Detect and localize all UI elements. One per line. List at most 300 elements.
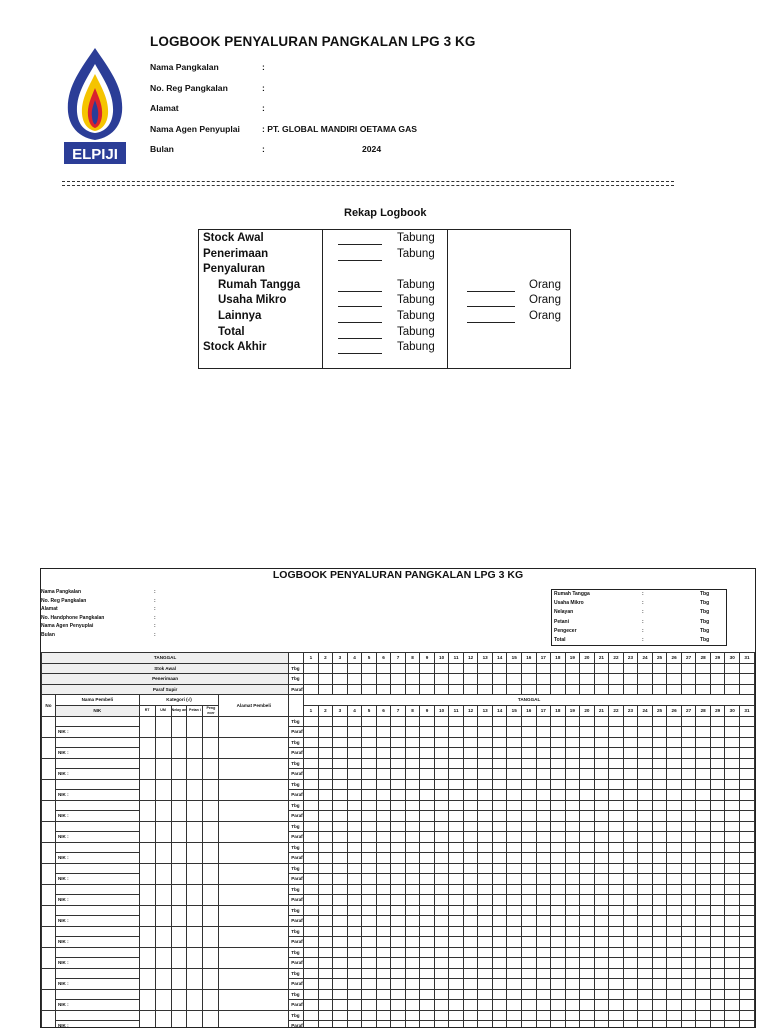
day-entry-cell[interactable] bbox=[623, 958, 638, 969]
day-entry-cell[interactable] bbox=[420, 853, 435, 864]
day-entry-cell[interactable] bbox=[449, 989, 464, 1000]
day-entry-cell[interactable] bbox=[362, 947, 377, 958]
day-entry-cell[interactable] bbox=[391, 748, 406, 759]
day-entry-cell[interactable] bbox=[638, 832, 653, 843]
day-entry-cell[interactable] bbox=[710, 937, 725, 948]
day-entry-cell[interactable] bbox=[449, 937, 464, 948]
day-entry-cell[interactable] bbox=[391, 884, 406, 895]
day-entry-cell[interactable] bbox=[304, 895, 319, 906]
day-entry-cell[interactable] bbox=[623, 853, 638, 864]
day-entry-cell[interactable] bbox=[507, 958, 522, 969]
day-entry-cell[interactable] bbox=[696, 663, 711, 674]
day-entry-cell[interactable] bbox=[536, 863, 551, 874]
day-entry-cell[interactable] bbox=[391, 1010, 406, 1021]
kategori-check-cell[interactable] bbox=[155, 842, 171, 863]
day-entry-cell[interactable] bbox=[376, 968, 391, 979]
day-entry-cell[interactable] bbox=[507, 1021, 522, 1028]
day-entry-cell[interactable] bbox=[449, 958, 464, 969]
day-entry-cell[interactable] bbox=[463, 758, 478, 769]
buyer-name-cell[interactable] bbox=[55, 800, 139, 811]
day-entry-cell[interactable] bbox=[492, 727, 507, 738]
day-entry-cell[interactable] bbox=[318, 916, 333, 927]
day-entry-cell[interactable] bbox=[347, 916, 362, 927]
day-entry-cell[interactable] bbox=[594, 716, 609, 727]
day-entry-cell[interactable] bbox=[609, 937, 624, 948]
day-entry-cell[interactable] bbox=[580, 874, 595, 885]
day-entry-cell[interactable] bbox=[507, 716, 522, 727]
day-entry-cell[interactable] bbox=[347, 905, 362, 916]
kategori-check-cell[interactable] bbox=[203, 758, 219, 779]
buyer-nik-cell[interactable]: NIK : bbox=[55, 832, 139, 843]
day-entry-cell[interactable] bbox=[594, 947, 609, 958]
day-entry-cell[interactable] bbox=[667, 968, 682, 979]
day-entry-cell[interactable] bbox=[652, 905, 667, 916]
day-entry-cell[interactable] bbox=[376, 937, 391, 948]
day-entry-cell[interactable] bbox=[362, 874, 377, 885]
day-entry-cell[interactable] bbox=[623, 1010, 638, 1021]
day-entry-cell[interactable] bbox=[609, 674, 624, 685]
day-entry-cell[interactable] bbox=[667, 979, 682, 990]
day-entry-cell[interactable] bbox=[333, 779, 348, 790]
day-entry-cell[interactable] bbox=[594, 863, 609, 874]
buyer-address-cell[interactable] bbox=[219, 800, 289, 821]
day-entry-cell[interactable] bbox=[638, 800, 653, 811]
day-entry-cell[interactable] bbox=[609, 842, 624, 853]
day-entry-cell[interactable] bbox=[667, 779, 682, 790]
day-entry-cell[interactable] bbox=[609, 1010, 624, 1021]
day-entry-cell[interactable] bbox=[478, 884, 493, 895]
day-entry-cell[interactable] bbox=[405, 769, 420, 780]
day-entry-cell[interactable] bbox=[739, 1000, 754, 1011]
day-entry-cell[interactable] bbox=[522, 937, 537, 948]
day-entry-cell[interactable] bbox=[551, 779, 566, 790]
day-entry-cell[interactable] bbox=[376, 895, 391, 906]
day-entry-cell[interactable] bbox=[696, 958, 711, 969]
day-entry-cell[interactable] bbox=[333, 937, 348, 948]
day-entry-cell[interactable] bbox=[420, 874, 435, 885]
day-entry-cell[interactable] bbox=[333, 874, 348, 885]
day-entry-cell[interactable] bbox=[492, 853, 507, 864]
day-entry-cell[interactable] bbox=[536, 727, 551, 738]
day-entry-cell[interactable] bbox=[507, 779, 522, 790]
day-entry-cell[interactable] bbox=[478, 716, 493, 727]
day-entry-cell[interactable] bbox=[638, 1021, 653, 1028]
day-entry-cell[interactable] bbox=[609, 790, 624, 801]
day-entry-cell[interactable] bbox=[522, 853, 537, 864]
day-entry-cell[interactable] bbox=[667, 842, 682, 853]
day-entry-cell[interactable] bbox=[536, 842, 551, 853]
day-entry-cell[interactable] bbox=[594, 989, 609, 1000]
day-entry-cell[interactable] bbox=[594, 769, 609, 780]
day-entry-cell[interactable] bbox=[492, 874, 507, 885]
day-entry-cell[interactable] bbox=[318, 895, 333, 906]
day-entry-cell[interactable] bbox=[434, 800, 449, 811]
day-entry-cell[interactable] bbox=[551, 1010, 566, 1021]
kategori-check-cell[interactable] bbox=[187, 926, 203, 947]
day-entry-cell[interactable] bbox=[420, 663, 435, 674]
day-entry-cell[interactable] bbox=[725, 716, 740, 727]
day-entry-cell[interactable] bbox=[391, 727, 406, 738]
day-entry-cell[interactable] bbox=[449, 800, 464, 811]
day-entry-cell[interactable] bbox=[449, 905, 464, 916]
day-entry-cell[interactable] bbox=[681, 884, 696, 895]
day-entry-cell[interactable] bbox=[420, 811, 435, 822]
day-entry-cell[interactable] bbox=[536, 947, 551, 958]
day-entry-cell[interactable] bbox=[492, 884, 507, 895]
day-entry-cell[interactable] bbox=[492, 947, 507, 958]
day-entry-cell[interactable] bbox=[609, 684, 624, 695]
day-entry-cell[interactable] bbox=[362, 884, 377, 895]
day-entry-cell[interactable] bbox=[405, 716, 420, 727]
day-entry-cell[interactable] bbox=[696, 758, 711, 769]
day-entry-cell[interactable] bbox=[405, 863, 420, 874]
day-entry-cell[interactable] bbox=[580, 832, 595, 843]
day-entry-cell[interactable] bbox=[405, 811, 420, 822]
day-entry-cell[interactable] bbox=[304, 968, 319, 979]
day-entry-cell[interactable] bbox=[638, 727, 653, 738]
day-entry-cell[interactable] bbox=[434, 790, 449, 801]
day-entry-cell[interactable] bbox=[478, 800, 493, 811]
day-entry-cell[interactable] bbox=[696, 748, 711, 759]
day-entry-cell[interactable] bbox=[318, 800, 333, 811]
day-entry-cell[interactable] bbox=[681, 863, 696, 874]
day-entry-cell[interactable] bbox=[405, 874, 420, 885]
day-entry-cell[interactable] bbox=[710, 884, 725, 895]
day-entry-cell[interactable] bbox=[449, 842, 464, 853]
day-entry-cell[interactable] bbox=[710, 989, 725, 1000]
day-entry-cell[interactable] bbox=[522, 769, 537, 780]
day-entry-cell[interactable] bbox=[594, 727, 609, 738]
day-entry-cell[interactable] bbox=[318, 1000, 333, 1011]
day-entry-cell[interactable] bbox=[362, 748, 377, 759]
day-entry-cell[interactable] bbox=[434, 895, 449, 906]
day-entry-cell[interactable] bbox=[434, 674, 449, 685]
day-entry-cell[interactable] bbox=[536, 874, 551, 885]
day-entry-cell[interactable] bbox=[710, 800, 725, 811]
day-entry-cell[interactable] bbox=[696, 1000, 711, 1011]
day-entry-cell[interactable] bbox=[565, 1021, 580, 1028]
kategori-check-cell[interactable] bbox=[139, 800, 155, 821]
day-entry-cell[interactable] bbox=[391, 958, 406, 969]
day-entry-cell[interactable] bbox=[304, 727, 319, 738]
day-entry-cell[interactable] bbox=[434, 737, 449, 748]
day-entry-cell[interactable] bbox=[434, 842, 449, 853]
day-entry-cell[interactable] bbox=[318, 779, 333, 790]
day-entry-cell[interactable] bbox=[463, 1021, 478, 1028]
day-entry-cell[interactable] bbox=[391, 937, 406, 948]
day-entry-cell[interactable] bbox=[304, 989, 319, 1000]
day-entry-cell[interactable] bbox=[304, 884, 319, 895]
day-entry-cell[interactable] bbox=[623, 821, 638, 832]
day-entry-cell[interactable] bbox=[478, 1021, 493, 1028]
day-entry-cell[interactable] bbox=[710, 926, 725, 937]
day-entry-cell[interactable] bbox=[463, 737, 478, 748]
day-entry-cell[interactable] bbox=[739, 832, 754, 843]
day-entry-cell[interactable] bbox=[434, 884, 449, 895]
day-entry-cell[interactable] bbox=[638, 716, 653, 727]
kategori-check-cell[interactable] bbox=[171, 716, 187, 737]
day-entry-cell[interactable] bbox=[681, 674, 696, 685]
day-entry-cell[interactable] bbox=[449, 1010, 464, 1021]
day-entry-cell[interactable] bbox=[333, 790, 348, 801]
day-entry-cell[interactable] bbox=[623, 727, 638, 738]
day-entry-cell[interactable] bbox=[522, 663, 537, 674]
buyer-nik-cell[interactable]: NIK : bbox=[55, 1000, 139, 1011]
day-entry-cell[interactable] bbox=[463, 947, 478, 958]
day-entry-cell[interactable] bbox=[507, 884, 522, 895]
day-entry-cell[interactable] bbox=[623, 769, 638, 780]
day-entry-cell[interactable] bbox=[507, 937, 522, 948]
day-entry-cell[interactable] bbox=[609, 1000, 624, 1011]
day-entry-cell[interactable] bbox=[667, 674, 682, 685]
day-entry-cell[interactable] bbox=[739, 737, 754, 748]
day-entry-cell[interactable] bbox=[681, 684, 696, 695]
day-entry-cell[interactable] bbox=[507, 926, 522, 937]
kategori-check-cell[interactable] bbox=[187, 1010, 203, 1028]
day-entry-cell[interactable] bbox=[347, 769, 362, 780]
day-entry-cell[interactable] bbox=[522, 1021, 537, 1028]
day-entry-cell[interactable] bbox=[318, 968, 333, 979]
day-entry-cell[interactable] bbox=[376, 716, 391, 727]
day-entry-cell[interactable] bbox=[551, 684, 566, 695]
day-entry-cell[interactable] bbox=[536, 737, 551, 748]
day-entry-cell[interactable] bbox=[551, 842, 566, 853]
day-entry-cell[interactable] bbox=[463, 684, 478, 695]
buyer-address-cell[interactable] bbox=[219, 758, 289, 779]
kategori-check-cell[interactable] bbox=[203, 737, 219, 758]
day-entry-cell[interactable] bbox=[696, 979, 711, 990]
day-entry-cell[interactable] bbox=[536, 853, 551, 864]
day-entry-cell[interactable] bbox=[609, 884, 624, 895]
day-entry-cell[interactable] bbox=[739, 937, 754, 948]
day-entry-cell[interactable] bbox=[623, 716, 638, 727]
day-entry-cell[interactable] bbox=[725, 769, 740, 780]
day-entry-cell[interactable] bbox=[405, 979, 420, 990]
day-entry-cell[interactable] bbox=[463, 937, 478, 948]
day-entry-cell[interactable] bbox=[333, 926, 348, 937]
day-entry-cell[interactable] bbox=[333, 748, 348, 759]
kategori-check-cell[interactable] bbox=[139, 989, 155, 1010]
day-entry-cell[interactable] bbox=[463, 895, 478, 906]
kategori-check-cell[interactable] bbox=[155, 821, 171, 842]
day-entry-cell[interactable] bbox=[594, 1021, 609, 1028]
day-entry-cell[interactable] bbox=[594, 1010, 609, 1021]
day-entry-cell[interactable] bbox=[536, 1000, 551, 1011]
buyer-name-cell[interactable] bbox=[55, 989, 139, 1000]
day-entry-cell[interactable] bbox=[463, 1010, 478, 1021]
day-entry-cell[interactable] bbox=[710, 832, 725, 843]
day-entry-cell[interactable] bbox=[391, 979, 406, 990]
day-entry-cell[interactable] bbox=[551, 758, 566, 769]
day-entry-cell[interactable] bbox=[463, 916, 478, 927]
day-entry-cell[interactable] bbox=[638, 674, 653, 685]
day-entry-cell[interactable] bbox=[739, 758, 754, 769]
day-entry-cell[interactable] bbox=[522, 979, 537, 990]
day-entry-cell[interactable] bbox=[652, 1021, 667, 1028]
day-entry-cell[interactable] bbox=[376, 811, 391, 822]
buyer-address-cell[interactable] bbox=[219, 884, 289, 905]
day-entry-cell[interactable] bbox=[710, 821, 725, 832]
day-entry-cell[interactable] bbox=[551, 937, 566, 948]
day-entry-cell[interactable] bbox=[347, 895, 362, 906]
kategori-check-cell[interactable] bbox=[155, 863, 171, 884]
day-entry-cell[interactable] bbox=[318, 811, 333, 822]
day-entry-cell[interactable] bbox=[623, 895, 638, 906]
day-entry-cell[interactable] bbox=[347, 779, 362, 790]
day-entry-cell[interactable] bbox=[522, 748, 537, 759]
buyer-nik-cell[interactable]: NIK : bbox=[55, 790, 139, 801]
day-entry-cell[interactable] bbox=[405, 821, 420, 832]
day-entry-cell[interactable] bbox=[725, 853, 740, 864]
day-entry-cell[interactable] bbox=[580, 727, 595, 738]
day-entry-cell[interactable] bbox=[638, 937, 653, 948]
day-entry-cell[interactable] bbox=[623, 684, 638, 695]
day-entry-cell[interactable] bbox=[739, 905, 754, 916]
day-entry-cell[interactable] bbox=[681, 811, 696, 822]
day-entry-cell[interactable] bbox=[623, 832, 638, 843]
day-entry-cell[interactable] bbox=[318, 937, 333, 948]
day-entry-cell[interactable] bbox=[652, 758, 667, 769]
day-entry-cell[interactable] bbox=[580, 1010, 595, 1021]
day-entry-cell[interactable] bbox=[405, 727, 420, 738]
day-entry-cell[interactable] bbox=[449, 968, 464, 979]
day-entry-cell[interactable] bbox=[667, 937, 682, 948]
day-entry-cell[interactable] bbox=[463, 968, 478, 979]
day-entry-cell[interactable] bbox=[725, 979, 740, 990]
day-entry-cell[interactable] bbox=[347, 674, 362, 685]
day-entry-cell[interactable] bbox=[638, 979, 653, 990]
day-entry-cell[interactable] bbox=[522, 790, 537, 801]
day-entry-cell[interactable] bbox=[434, 937, 449, 948]
day-entry-cell[interactable] bbox=[710, 790, 725, 801]
day-entry-cell[interactable] bbox=[478, 811, 493, 822]
day-entry-cell[interactable] bbox=[638, 863, 653, 874]
day-entry-cell[interactable] bbox=[507, 916, 522, 927]
day-entry-cell[interactable] bbox=[652, 716, 667, 727]
kategori-check-cell[interactable] bbox=[203, 863, 219, 884]
day-entry-cell[interactable] bbox=[405, 937, 420, 948]
day-entry-cell[interactable] bbox=[391, 779, 406, 790]
day-entry-cell[interactable] bbox=[696, 905, 711, 916]
day-entry-cell[interactable] bbox=[391, 895, 406, 906]
day-entry-cell[interactable] bbox=[623, 674, 638, 685]
day-entry-cell[interactable] bbox=[609, 737, 624, 748]
day-entry-cell[interactable] bbox=[710, 968, 725, 979]
day-entry-cell[interactable] bbox=[580, 895, 595, 906]
day-entry-cell[interactable] bbox=[623, 663, 638, 674]
day-entry-cell[interactable] bbox=[449, 979, 464, 990]
day-entry-cell[interactable] bbox=[652, 842, 667, 853]
day-entry-cell[interactable] bbox=[522, 958, 537, 969]
day-entry-cell[interactable] bbox=[638, 884, 653, 895]
day-entry-cell[interactable] bbox=[638, 947, 653, 958]
day-entry-cell[interactable] bbox=[420, 674, 435, 685]
day-entry-cell[interactable] bbox=[492, 684, 507, 695]
day-entry-cell[interactable] bbox=[522, 1000, 537, 1011]
day-entry-cell[interactable] bbox=[652, 863, 667, 874]
day-entry-cell[interactable] bbox=[681, 1000, 696, 1011]
day-entry-cell[interactable] bbox=[536, 748, 551, 759]
day-entry-cell[interactable] bbox=[492, 790, 507, 801]
day-entry-cell[interactable] bbox=[507, 769, 522, 780]
kategori-check-cell[interactable] bbox=[171, 926, 187, 947]
day-entry-cell[interactable] bbox=[565, 779, 580, 790]
kategori-check-cell[interactable] bbox=[187, 863, 203, 884]
day-entry-cell[interactable] bbox=[667, 1000, 682, 1011]
day-entry-cell[interactable] bbox=[580, 790, 595, 801]
day-entry-cell[interactable] bbox=[478, 663, 493, 674]
day-entry-cell[interactable] bbox=[304, 842, 319, 853]
day-entry-cell[interactable] bbox=[580, 884, 595, 895]
day-entry-cell[interactable] bbox=[362, 968, 377, 979]
day-entry-cell[interactable] bbox=[725, 727, 740, 738]
day-entry-cell[interactable] bbox=[376, 1000, 391, 1011]
day-entry-cell[interactable] bbox=[420, 842, 435, 853]
day-entry-cell[interactable] bbox=[652, 727, 667, 738]
day-entry-cell[interactable] bbox=[492, 832, 507, 843]
day-entry-cell[interactable] bbox=[739, 821, 754, 832]
day-entry-cell[interactable] bbox=[478, 748, 493, 759]
day-entry-cell[interactable] bbox=[391, 800, 406, 811]
day-entry-cell[interactable] bbox=[434, 905, 449, 916]
day-entry-cell[interactable] bbox=[667, 853, 682, 864]
kategori-check-cell[interactable] bbox=[171, 758, 187, 779]
day-entry-cell[interactable] bbox=[333, 821, 348, 832]
day-entry-cell[interactable] bbox=[333, 811, 348, 822]
day-entry-cell[interactable] bbox=[623, 916, 638, 927]
day-entry-cell[interactable] bbox=[347, 790, 362, 801]
buyer-address-cell[interactable] bbox=[219, 716, 289, 737]
day-entry-cell[interactable] bbox=[696, 832, 711, 843]
day-entry-cell[interactable] bbox=[696, 853, 711, 864]
day-entry-cell[interactable] bbox=[667, 863, 682, 874]
day-entry-cell[interactable] bbox=[507, 968, 522, 979]
day-entry-cell[interactable] bbox=[594, 790, 609, 801]
day-entry-cell[interactable] bbox=[522, 758, 537, 769]
day-entry-cell[interactable] bbox=[492, 1010, 507, 1021]
day-entry-cell[interactable] bbox=[376, 821, 391, 832]
day-entry-cell[interactable] bbox=[623, 905, 638, 916]
day-entry-cell[interactable] bbox=[376, 758, 391, 769]
day-entry-cell[interactable] bbox=[696, 779, 711, 790]
day-entry-cell[interactable] bbox=[696, 821, 711, 832]
day-entry-cell[interactable] bbox=[710, 874, 725, 885]
day-entry-cell[interactable] bbox=[623, 790, 638, 801]
day-entry-cell[interactable] bbox=[492, 842, 507, 853]
day-entry-cell[interactable] bbox=[420, 905, 435, 916]
day-entry-cell[interactable] bbox=[507, 947, 522, 958]
day-entry-cell[interactable] bbox=[333, 905, 348, 916]
day-entry-cell[interactable] bbox=[681, 1010, 696, 1021]
buyer-name-cell[interactable] bbox=[55, 779, 139, 790]
day-entry-cell[interactable] bbox=[391, 716, 406, 727]
day-entry-cell[interactable] bbox=[536, 674, 551, 685]
day-entry-cell[interactable] bbox=[463, 716, 478, 727]
day-entry-cell[interactable] bbox=[434, 716, 449, 727]
day-entry-cell[interactable] bbox=[580, 842, 595, 853]
day-entry-cell[interactable] bbox=[580, 663, 595, 674]
day-entry-cell[interactable] bbox=[623, 926, 638, 937]
day-entry-cell[interactable] bbox=[594, 684, 609, 695]
day-entry-cell[interactable] bbox=[580, 1021, 595, 1028]
day-entry-cell[interactable] bbox=[304, 874, 319, 885]
day-entry-cell[interactable] bbox=[565, 853, 580, 864]
day-entry-cell[interactable] bbox=[420, 989, 435, 1000]
day-entry-cell[interactable] bbox=[376, 779, 391, 790]
day-entry-cell[interactable] bbox=[536, 832, 551, 843]
day-entry-cell[interactable] bbox=[333, 727, 348, 738]
day-entry-cell[interactable] bbox=[333, 863, 348, 874]
